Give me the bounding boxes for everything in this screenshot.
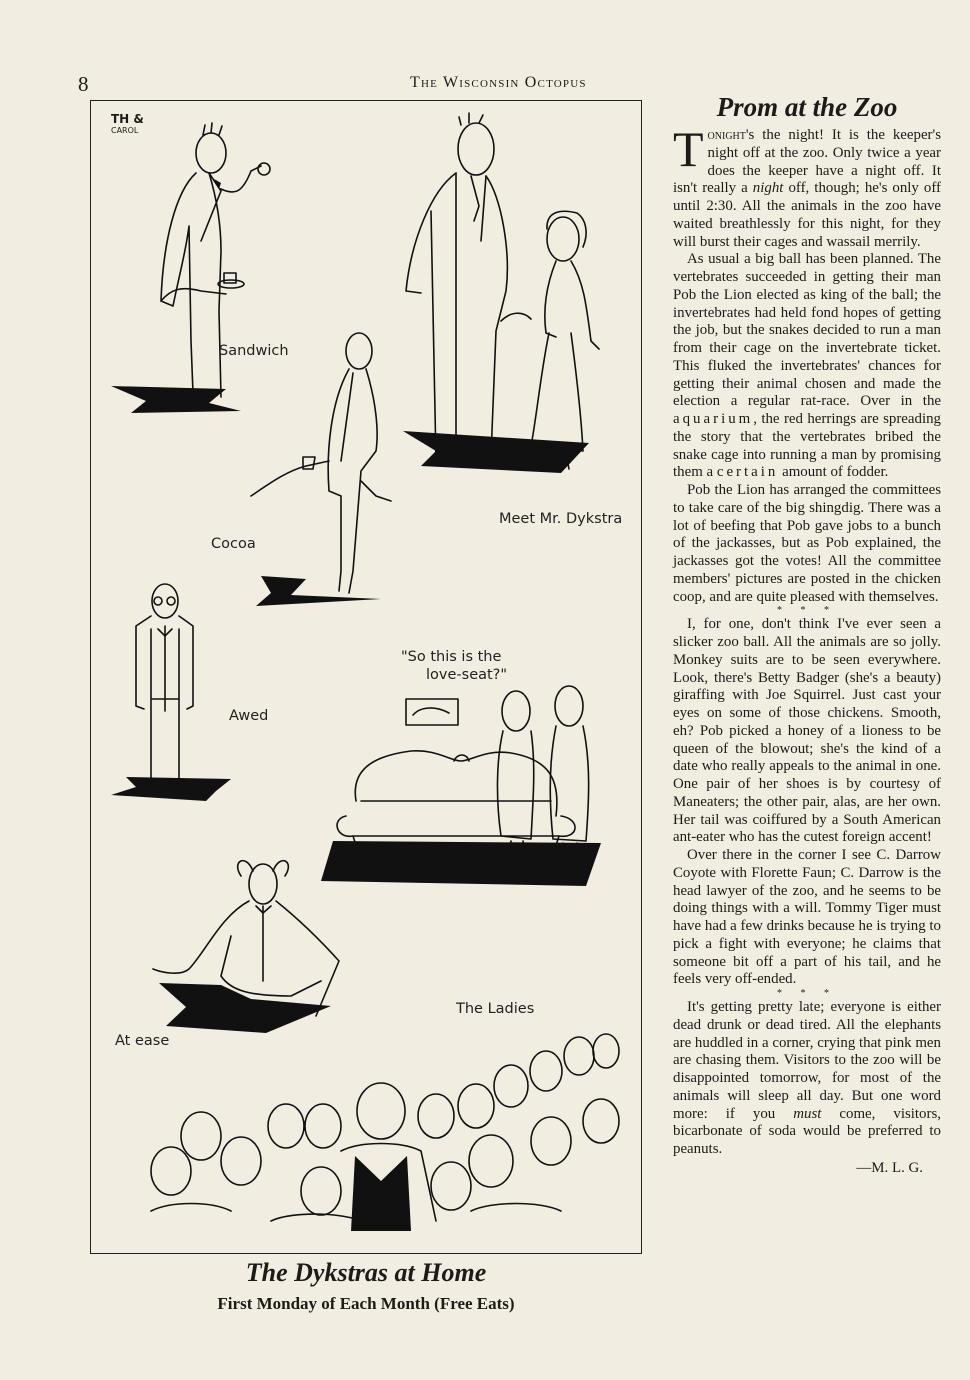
caption-awed: Awed — [229, 708, 269, 724]
drop-cap: T — [673, 121, 704, 177]
article-column — [673, 92, 941, 1177]
caption-loveseat-line2: love-seat?" — [426, 667, 508, 683]
author-signature: —M. L. G. — [856, 1159, 923, 1176]
paragraph-text: , the red herrings are spreading the story that the vertebrates bribed the snake cage into running a man by promising them a — [673, 411, 941, 481]
section-break: * * * — [777, 605, 837, 617]
section-break: * * * — [777, 988, 837, 999]
caption-sandwich: Sandwich — [219, 343, 289, 359]
cartoon-subtitle: First Monday of Each Month (Free Eats) — [217, 1294, 515, 1313]
page-number: 8 — [78, 72, 89, 96]
article-paragraph — [673, 121, 941, 251]
cartoon-panel — [90, 100, 642, 1254]
emphasis-text: night — [752, 180, 784, 197]
caption-meet-mr-dykstra: Meet Mr. Dykstra — [499, 511, 623, 527]
caption-the-ladies: The Ladies — [456, 1001, 535, 1017]
running-head: The Wisconsin Octopus — [410, 74, 587, 91]
paragraph-text: amount of fodder. — [778, 464, 889, 481]
caption-at-ease: At ease — [115, 1033, 170, 1049]
spaced-text: certain — [716, 464, 779, 481]
article-paragraph: I, for one, don't think I've ever seen a slicker zoo ball. All the animals are so jolly. Monkey suits are to be seen everywhere. Look, there's Betty Badger (she's a beauty) giraffing with Joe Squirrel. Just cast your eyes on some of those chickens. Smooth, eh? Pob picked a honey of a lioness to be queen of the blowout; she's the kind of a date who really appeals to the animal in one. One pair of her shoes is by courtesy of Maneaters; the other pair, alas, are her own. Her tail was coiffured by a South American ant-eater who has the cutest foreign accent! — [673, 616, 941, 846]
article-paragraph: Over there in the corner I see C. Darrow Coyote with Florette Faun; C. Darrow is the head lawyer of the zoo, and he seems to be doing things with a will. Tommy Tiger must have had a few drinks because he is trying to pick a fight with everyone; he claims that someone bit off a part of his tail, and he feels very off-ended. — [673, 847, 941, 988]
paragraph-text: off, though; he's only off until 2:30. All the animals in the zoo have waited breathlessly for this night, for they will burst their cages and wassail merrily. — [673, 180, 941, 250]
article-paragraph — [673, 999, 941, 1159]
emphasis-text: must — [793, 1105, 822, 1122]
article-paragraph — [673, 251, 941, 482]
caption-cocoa: Cocoa — [211, 536, 256, 552]
spaced-text: aquarium — [673, 411, 754, 427]
article-paragraph: Pob the Lion has arranged the committees to take care of the big shingdig. There was a lot of beefing that Pob gave jobs to a bunch of the jackasses, but as Pob explained, the jackasses got the votes! All the committee members' pictures are posted in the chicken coop, and are quite pleased with themselves. — [673, 482, 941, 605]
caption-loveseat-line1: "So this is the — [401, 649, 502, 665]
article-title: Prom at the Zoo — [716, 92, 898, 122]
cartoon-title: The Dykstras at Home — [245, 1258, 487, 1287]
paragraph-text: It's getting pretty late; everyone is either dead drunk or dead tired. All the elephants are huddled in a corner, crying that pink men are chasing them. Visitors to the zoo will be disappointed tomorrow, for most of the animals will sleep all day. But one word more: if you — [673, 999, 941, 1122]
credit-line1: TH & — [111, 112, 144, 126]
artist-credit — [111, 113, 144, 137]
credit-line2: CAROL — [111, 126, 139, 135]
lead-word: onight — [707, 127, 746, 143]
cartoon-illustration — [91, 101, 641, 1253]
paragraph-text: As usual a big ball has been planned. The vertebrates succeeded in getting their man Pob the Lion elected as king of the ball; the invertebrates had held fond hopes of getting the job, but the snakes decided to run a man from their cage on the invertebrate ticket. This fluked the invertebrates' chances for getting their animal chosen and made the election a regular rat-race. Over in the — [673, 251, 941, 410]
paragraph-text: come, visitors, bicarbonate of soda would be preferred to peanuts. — [673, 1105, 941, 1157]
paragraph-text: 's the night! It is the keeper's night off at the zoo. Only twice a year does the keeper have a night off. It isn't really a — [673, 127, 941, 197]
